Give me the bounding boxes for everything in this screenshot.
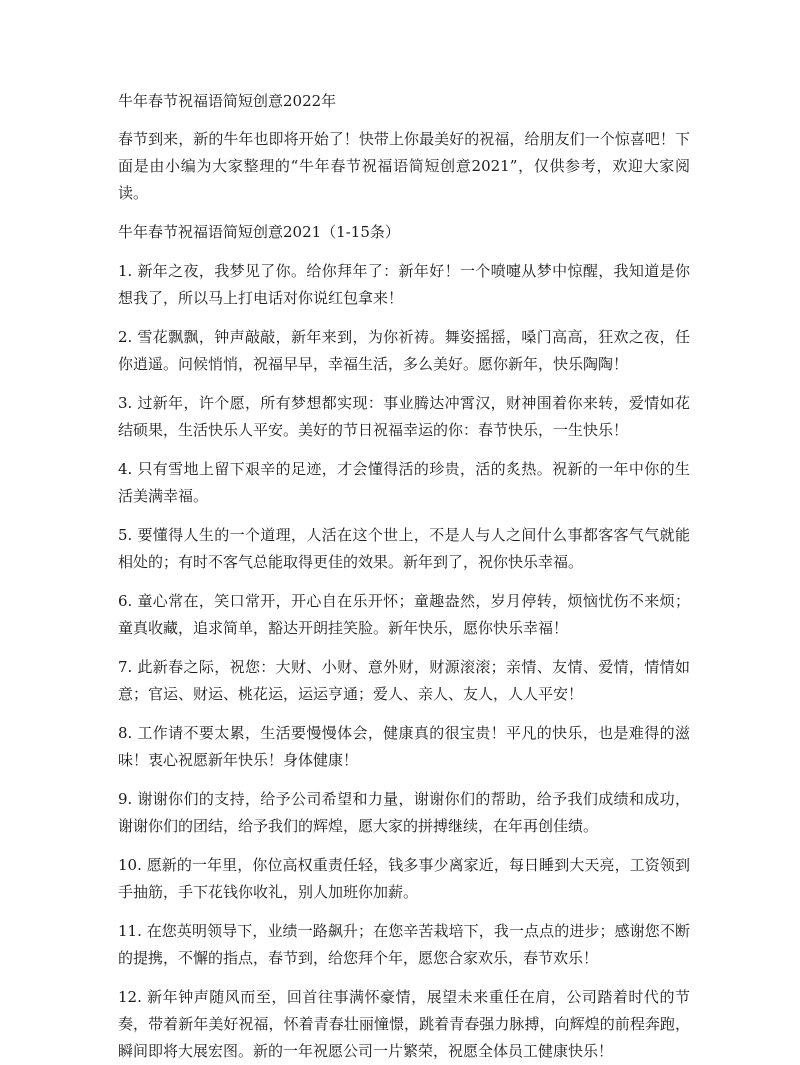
intro-paragraph: 春节到来，新的牛年也即将开始了！快带上你最美好的祝福，给朋友们一个惊喜吧！下面是由小编为大家整理的“牛年春节祝福语简短创意2021”，仅供参考，欢迎大家阅读。	[118, 130, 690, 202]
list-item: 1. 新年之夜，我梦见了你。给你拜年了：新年好！一个喷嚏从梦中惊醒，我知道是你想我了，所以马上打电话对你说红包拿来！	[118, 262, 690, 307]
list-item: 8. 工作请不要太累，生活要慢慢体会，健康真的很宝贵！平凡的快乐，也是难得的滋味！衷心祝愿新年快乐！身体健康！	[118, 724, 690, 769]
list-item: 11. 在您英明领导下，业绩一路飙升；在您辛苦栽培下，我一点点的进步；感谢您不断的提携，不懈的指点，春节到，给您拜个年，愿您合家欢乐，春节欢乐！	[118, 922, 690, 967]
list-item: 12. 新年钟声随风而至，回首往事满怀豪情，展望未来重任在肩，公司踏着时代的节奏，带着新年美好祝福，怀着青春壮丽憧憬，跳着青春强力脉搏，向辉煌的前程奔跑，瞬间即将大展宏图。新的一年祝愿公司一片繁荣，祝愿全体员工健康快乐！	[118, 988, 690, 1060]
list-item: 4. 只有雪地上留下艰辛的足迹，才会懂得活的珍贵，活的炙热。祝新的一年中你的生活美满幸福。	[118, 460, 690, 505]
list-item: 10. 愿新的一年里，你位高权重责任轻，钱多事少离家近，每日睡到大天亮，工资领到手抽筋，手下花钱你收礼，别人加班你加薪。	[118, 856, 690, 901]
section-heading: 牛年春节祝福语简短创意2021（1-15条）	[118, 223, 400, 241]
list-item: 2. 雪花飘飘，钟声敲敲，新年来到，为你祈祷。舞姿摇摇，嗓门高高，狂欢之夜，任你逍遥。问候悄悄，祝福早早，幸福生活，多么美好。愿你新年，快乐陶陶！	[118, 328, 690, 373]
document-title: 牛年春节祝福语简短创意2022年	[118, 92, 337, 110]
list-item: 7. 此新春之际，祝您：大财、小财、意外财，财源滚滚；亲情、友情、爱情，情情如意；官运、财运、桃花运，运运亨通；爱人、亲人、友人，人人平安！	[118, 658, 690, 703]
list-item: 6. 童心常在，笑口常开，开心自在乐开怀；童趣盎然，岁月停转，烦恼忧伤不来烦；童真收藏，追求简单，豁达开朗挂笑脸。新年快乐，愿你快乐幸福！	[118, 592, 690, 637]
document-page	[118, 88, 690, 1065]
list-item: 5. 要懂得人生的一个道理，人活在这个世上，不是人与人之间什么事都客客气气就能相处的；有时不客气总能取得更佳的效果。新年到了，祝你快乐幸福。	[118, 526, 690, 571]
list-item: 3. 过新年，许个愿，所有梦想都实现：事业腾达冲霄汉，财神围着你来转，爱情如花结硕果，生活快乐人平安。美好的节日祝福幸运的你：春节快乐，一生快乐！	[118, 394, 690, 439]
list-item: 9. 谢谢你们的支持，给予公司希望和力量，谢谢你们的帮助，给予我们成绩和成功，谢谢你们的团结，给予我们的辉煌，愿大家的拼搏继续，在年再创佳绩。	[118, 790, 690, 835]
greeting-list	[118, 258, 690, 1065]
